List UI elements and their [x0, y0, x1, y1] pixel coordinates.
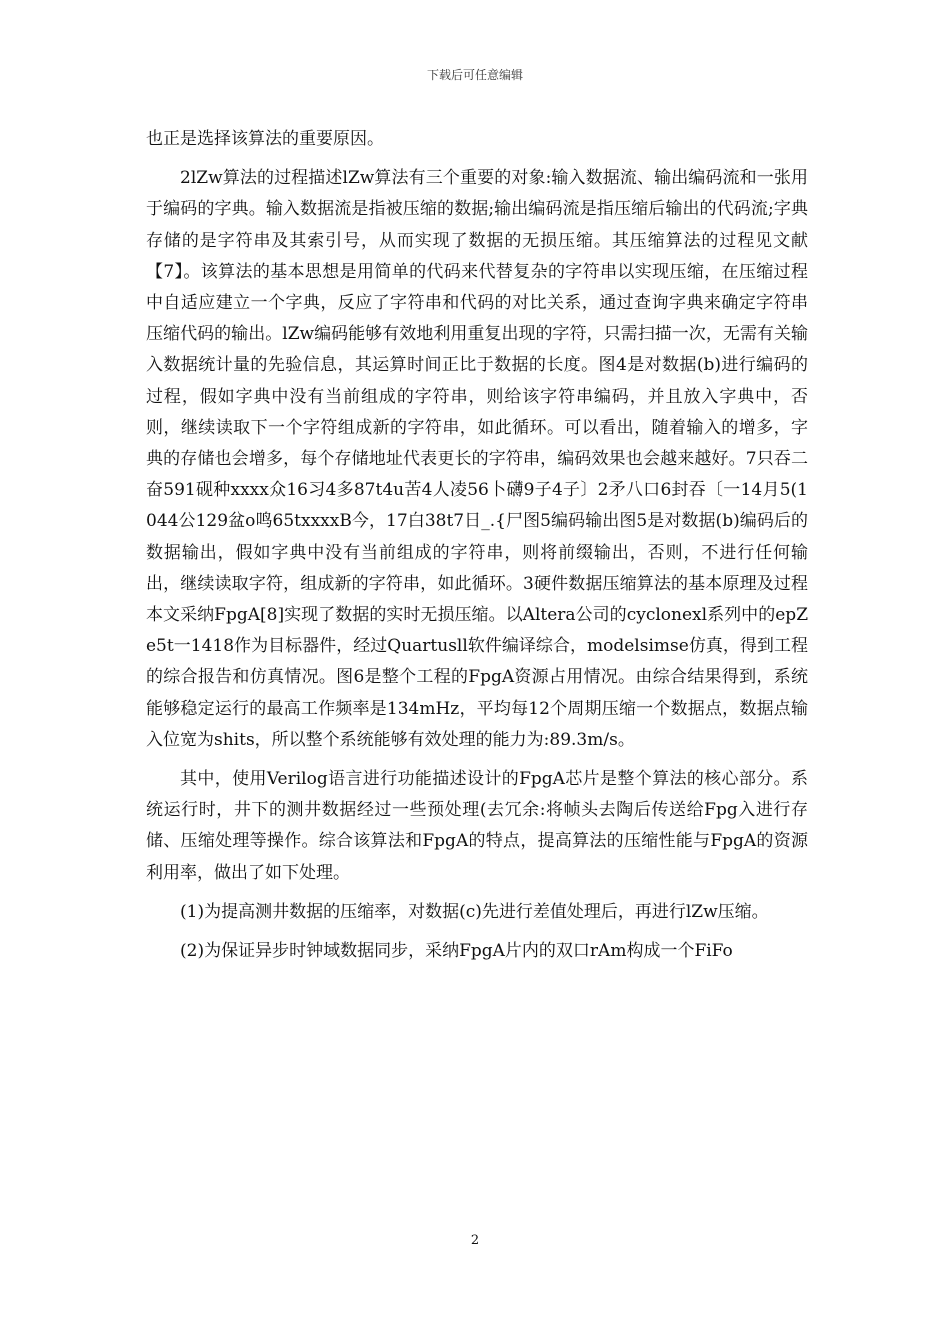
paragraph-3: 其中，使用Verilog语言进行功能描述设计的FpgA芯片是整个算法的核心部分。系统运行时，井下的测井数据经过一些预处理(去冗余:将帧头去陶后传送给Fpg入进行存储、压缩处理等操作。综合该算法和FpgA的特点，提高算法的压缩性能与FpgA的资源利用率，做出了如下处理。: [146, 769, 808, 883]
paragraph-1: 也正是选择该算法的重要原因。: [146, 129, 384, 149]
paragraph-4: (1)为提高测井数据的压缩率，对数据(c)先进行差值处理后，再进行lZw压缩。: [180, 901, 769, 922]
paragraph-5: (2)为保证异步时钟域数据同步，采纳FpgA片内的双口rAm构成一个FiFo: [180, 941, 733, 962]
document-body: [146, 124, 808, 967]
page-header: 下载后可任意编辑: [426, 68, 523, 82]
page-number: 2: [470, 1233, 480, 1248]
paragraph-2: 2lZw算法的过程描述lZw算法有三个重要的对象:输入数据流、输出编码流和一张用于编码的字典。输入数据流是指被压缩的数据;输出编码流是指压缩后输出的代码流;字典存储的是字符串及其索引号，从而实现了数据的无损压缩。其压缩算法的过程见文献【7】。该算法的基本思想是用简单的代码来代替复杂的字符串以实现压缩，在压缩过程中自适应建立一个字典，反应了字符串和代码的对比关系，通过查询字典来确定字符串压缩代码的输出。lZw编码能够有效地利用重复出现的字符，只需扫描一次，无需有关输入数据统计量的先验信息，其运算时间正比于数据的长度。图4是对数据(b)进行编码的过程，假如字典中没有当前组成的字符串，则给该字符串编码，并且放入字典中，否则，继续读取下一个字符组成新的字符串，如此循环。可以看出，随着输入的增多，字典的存储也会增多，每个存储地址代表更长的字符串，编码效果也会越来越好。7只吞二奋591砚种xxxx众16习4多87t4u苦4人凌56卜礴9子4子〕2矛八口6封吞〔一14月5(1044公129盆o鸣65txxxxB今，17白38t7日_.{尸图5编码输出图5是对数据(b)编码后的数据输出，假如字典中没有当前组成的字符串，则将前缀输出，否则，不进行任何输出，继续读取字符，组成新的字符串，如此循环。3硬件数据压缩算法的基本原理及过程本文采纳FpgA[8]实现了数据的实时无损压缩。以Altera公司的cyclonexl系列中的epZe5t一1418作为目标器件，经过Quartusll软件编译综合，modelsimse仿真，得到工程的综合报告和仿真情况。图6是整个工程的FpgA资源占用情况。由综合结果得到，系统能够稳定运行的最高工作频率是134mHz，平均每12个周期压缩一个数据点，数据点输入位宽为shits，所以整个系统能够有效处理的能力为:89.3m/s。: [146, 168, 808, 750]
